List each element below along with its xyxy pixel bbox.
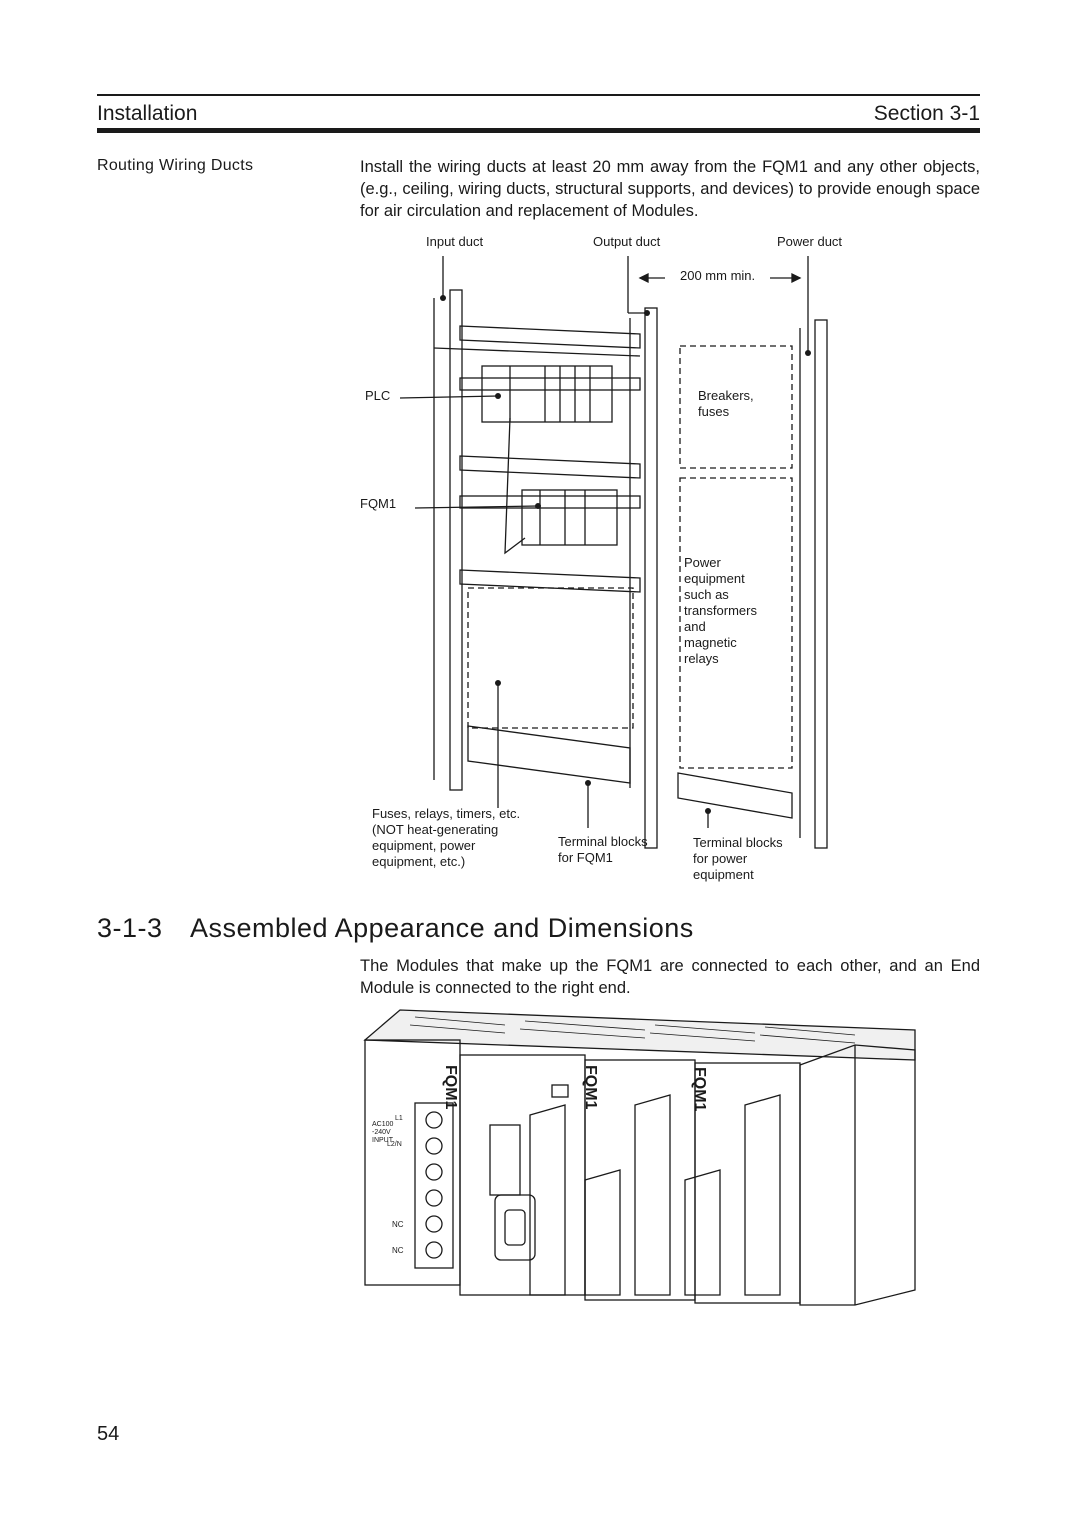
duct-routing-drawing: [360, 228, 860, 888]
terminal-blocks-fqm1-label: Terminal blocks for FQM1: [558, 834, 648, 865]
assembled-module-drawing: [355, 1005, 930, 1310]
assembly-paragraph: The Modules that make up the FQM1 are connected to each other, and an End Module is connected to the right end.: [360, 957, 980, 997]
nc-label-1: NC: [392, 1220, 404, 1229]
power-duct-label: Power duct: [777, 234, 843, 249]
io-module-1-shape: [585, 1060, 695, 1300]
section-title: [97, 913, 694, 944]
header-chapter: Installation: [97, 102, 198, 125]
routing-heading: Routing Wiring Ducts: [97, 157, 254, 174]
plc-label: PLC: [365, 388, 391, 403]
section-title-text: Assembled Appearance and Dimensions: [190, 913, 694, 943]
header-section: Section 3-1: [873, 102, 980, 125]
power-equipment-label: Power equipment such as transformers and magnetic relays: [684, 555, 757, 666]
output-duct-shape: [645, 308, 657, 848]
input-duct-label: Input duct: [426, 234, 484, 249]
fqm1-label: FQM1: [360, 496, 397, 511]
page-header: [97, 100, 980, 130]
plc-unit-shape: [482, 366, 612, 422]
duct-routing-figure: [360, 228, 860, 888]
breakers-label: Breakers, fuses: [698, 388, 754, 419]
header-top-rule: [97, 94, 980, 96]
l1-label: L1: [395, 1115, 403, 1122]
nc-label-2: NC: [392, 1246, 404, 1255]
brand-label-module-2: FQM1: [691, 1067, 708, 1112]
page-number: 54: [97, 1423, 120, 1445]
section-number: 3-1-3: [97, 913, 163, 943]
ac-input-label: AC100 -240V INPUT: [372, 1121, 394, 1144]
spacing-label: 200 mm min.: [680, 268, 756, 283]
io-module-2-shape: [695, 1063, 800, 1303]
output-duct-label: Output duct: [593, 234, 661, 249]
brand-label-cpu: FQM1: [442, 1065, 459, 1110]
input-duct-shape: [450, 290, 462, 790]
terminal-blocks-power-label: Terminal blocks for power equipment: [693, 835, 783, 882]
fqm1-unit-shape: [522, 490, 617, 545]
power-duct-shape: [815, 320, 827, 848]
end-module-shape: [800, 1045, 915, 1305]
fuses-label: Fuses, relays, timers, etc. (NOT heat-generating equipment, power equipment, etc.): [372, 806, 521, 869]
brand-label-module-1: FQM1: [582, 1065, 599, 1110]
header-bottom-rule: [97, 128, 980, 133]
cpu-module-shape: [460, 1055, 585, 1295]
routing-paragraph: Install the wiring ducts at least 20 mm away from the FQM1 and any other objects, (e.g., ceiling, wiring ducts, structural supports, and devices) to provide enough space for air circulation and replacement of Modules.: [360, 158, 980, 220]
l2n-label: L2/N: [387, 1141, 402, 1148]
assembled-appearance-figure: [355, 1005, 930, 1310]
